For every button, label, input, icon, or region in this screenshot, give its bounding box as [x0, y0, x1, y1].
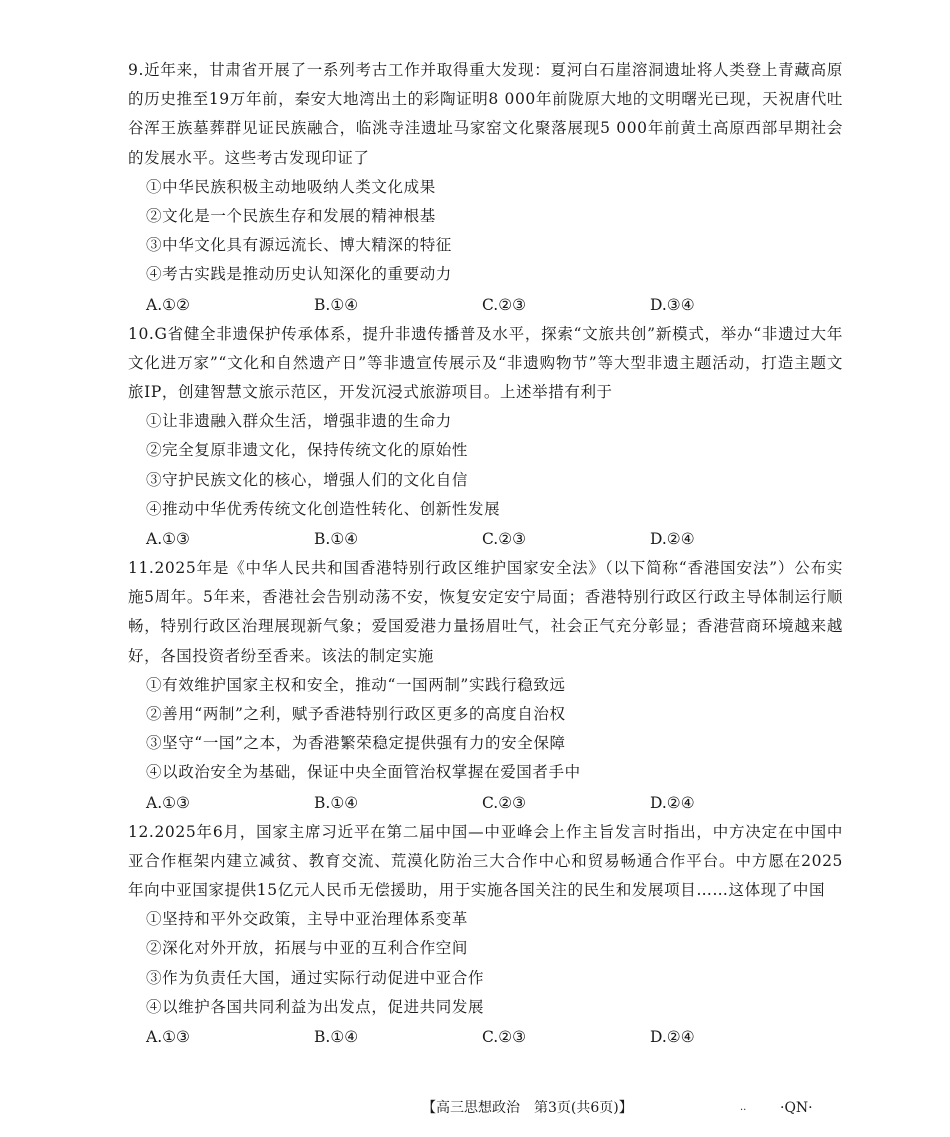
answer-choices	[128, 788, 843, 818]
footer-mark: ..	[740, 1102, 747, 1113]
answer-choices	[128, 524, 843, 554]
choice-b: B.①④	[314, 295, 359, 314]
choice-b: B.①④	[314, 530, 359, 549]
option-2: ②善用“两制”之利，赋予香港特别行政区更多的高度自治权	[146, 705, 566, 724]
answer-choices	[128, 1022, 843, 1052]
choice-b: B.①④	[314, 793, 359, 812]
choice-a: A.①③	[146, 1028, 190, 1047]
choice-d: D.②④	[650, 530, 695, 549]
footer-code: ·QN·	[780, 1100, 813, 1116]
option-1: ①中华民族积极主动地吸纳人类文化成果	[146, 177, 436, 196]
choice-a: A.①③	[146, 530, 190, 549]
footer-page-info: 【高三思想政治 第3页(共6页)】	[422, 1100, 633, 1116]
choice-d: D.③④	[650, 295, 695, 314]
choice-c: C.②③	[482, 1028, 527, 1047]
choice-c: C.②③	[482, 295, 527, 314]
question-10	[128, 320, 843, 554]
option-4: ④推动中华优秀传统文化创造性转化、创新性发展	[146, 499, 501, 518]
choice-c: C.②③	[482, 793, 527, 812]
option-3: ③中华文化具有源远流长、博大精深的特征	[146, 236, 452, 255]
option-4: ④以维护各国共同利益为出发点，促进共同发展	[146, 997, 485, 1016]
choice-c: C.②③	[482, 530, 527, 549]
option-4: ④以政治安全为基础，保证中央全面管治权掌握在爱国者手中	[146, 763, 581, 782]
choice-a: A.①②	[146, 295, 190, 314]
question-11	[128, 554, 843, 818]
option-2: ②深化对外开放，拓展与中亚的互利合作空间	[146, 939, 469, 958]
question-list	[128, 56, 843, 1052]
answer-choices	[128, 290, 843, 320]
option-1: ①让非遗融入群众生活，增强非遗的生命力	[146, 412, 452, 431]
question-9	[128, 56, 843, 320]
choice-d: D.②④	[650, 1028, 695, 1047]
question-stem: 10.G省健全非遗保护传承体系，提升非遗传播普及水平，探索“文旅共创”新模式，举办“非遗过大年 文化进万家”“文化和自然遗产日”等非遗宣传展示及“非遗购物节”等大型非遗主题活动，打造主题文旅IP，创建智慧文旅示范区，开发沉浸式旅游项目。上述举措有利于	[128, 324, 843, 402]
question-stem: 9.近年来，甘肃省开展了一系列考古工作并取得重大发现：夏河白石崖溶洞遗址将人类登上青藏高原的历史推至19万年前，秦安大地湾出土的彩陶证明8 000年前陇原大地的文明曙光已现，天祝唐代吐谷浑王族墓葬群见证民族融合，临洮寺洼遗址马家窑文化聚落展现5 000年前黄土高原西部早期社会的发展水平。这些考古发现印证了	[128, 61, 843, 167]
option-3: ③守护民族文化的核心，增强人们的文化自信	[146, 470, 469, 489]
page-footer	[0, 1096, 950, 1120]
choice-b: B.①④	[314, 1028, 359, 1047]
option-2: ②文化是一个民族生存和发展的精神根基	[146, 207, 436, 226]
option-2: ②完全复原非遗文化，保持传统文化的原始性	[146, 441, 469, 460]
question-stem: 11.2025年是《中华人民共和国香港特别行政区维护国家安全法》（以下简称“香港国安法”）公布实施5周年。5年来，香港社会告别动荡不安，恢复安定安宁局面；香港特别行政区行政主导体制运行顺畅，特别行政区治理展现新气象；爱国爱港力量扬眉吐气，社会正气充分彰显；香港营商环境越来越好，各国投资者纷至香来。该法的制定实施	[128, 559, 843, 665]
option-1: ①坚持和平外交政策，主导中亚治理体系变革	[146, 910, 469, 929]
question-12	[128, 818, 843, 1052]
option-4: ④考古实践是推动历史认知深化的重要动力	[146, 265, 452, 284]
choice-d: D.②④	[650, 793, 695, 812]
option-3: ③作为负责任大国，通过实际行动促进中亚合作	[146, 968, 485, 987]
question-stem: 12.2025年6月，国家主席习近平在第二届中国—中亚峰会上作主旨发言时指出，中方决定在中国中亚合作框架内建立减贫、教育交流、荒漠化防治三大合作中心和贸易畅通合作平台。中方愿在2025年向中亚国家提供15亿元人民币无偿援助，用于实施各国关注的民生和发展项目……这体现了中国	[128, 822, 843, 900]
option-3: ③坚守“一国”之本，为香港繁荣稳定提供强有力的安全保障	[146, 734, 566, 753]
choice-a: A.①③	[146, 793, 190, 812]
option-1: ①有效维护国家主权和安全，推动“一国两制”实践行稳致远	[146, 675, 566, 694]
